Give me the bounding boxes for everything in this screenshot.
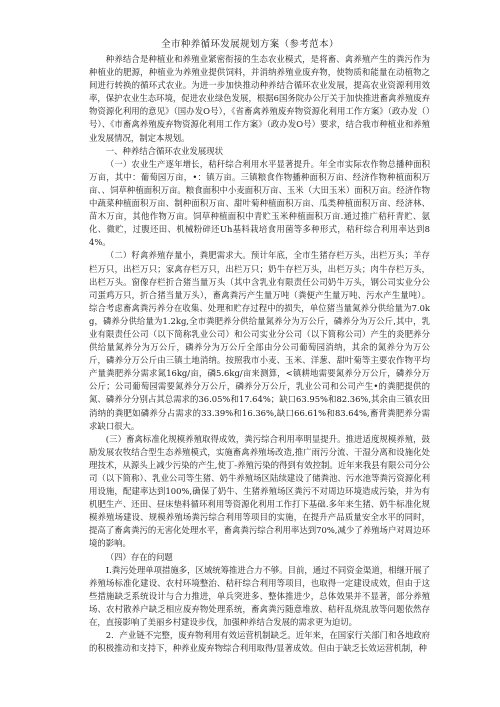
paragraph-livestock: （二）籽禽养殖存量小，粪肥需求大。预计年底，全市生猪存栏万头，出栏万头；羊存栏万只，出栏万只；家禽存栏万只，出栏万只；奶牛存栏万头，出栏万头；肉牛存栏万头，出栏万头。窗像存栏折合猪当量万头（其中含乳业有限责任公司奶牛万头，钢公司实业分公司蛋鸡万只，折合猪当量万头），畜禽粪污产生量万吨（粪便产生量万吨、污水产生量吨）。综合考虑畜禽粪污养分在收集、处理和贮存过程中的损失，单位猪当量氮养分供给量为7.0kg，磷养分供给量为1.2kg,全市粪肥养分供给量氮养分为万公斤，磷养分为万公斤,其中，乳业有限责任公司（以下简称乳业公司）和公司实业分公司（以下简称公司）产生的炎肥养分供给量氮养分为万公斤，磷养分为万公斤全部由分公司葡萄园消纳，其余的氮养分为万公斤，磷养分万公斤由三镇土地消纳。按照我市小麦、玉米、洋葱、甜叶菊等主要农作物平均产量粪肥养分需求氮16kg/亩，磷5.6kg/亩来测算，<镇耕地需要氮养分万公斤，磷养分万公斤；公司葡萄园需要氮养分万公斤，磷养分万公斤，乳业公司和公司产生•的粪肥提供的氮、磷养分分别占其总需求的36.05%和17.64%；缺口63.95%和82.36%,其余由三镇农田消纳的粪肥如磷养分占需求的33.39%和16.36%,缺口66.61%和83.64%,畜背粪肥养分需求缺口很大。 [89, 250, 430, 431]
paragraph-crop-production: （一）农业生产逐年增长，秸秆综合利用水平显著提升。年全市实际农作物总播种面积万亩，其中：葡萄园万亩，•：镇万亩。三镇粮食作物播种面积万亩、经济作物种植面积万亩、、饲草种植面积万亩。粮食面积中小麦面积万亩、玉米（大田玉米）面积万亩。经济作物中蔬菜种植面积万亩、制种面积万亩、甜叶菊种植面积万亩、瓜类种植面积万亩、经济林、苗木万亩，其他作物万亩。饲草种植面积中青贮玉米种植面积万亩.通过推广秸秆青贮、氨化、微贮，过腹还田、机械粉碎还Uh基料栽培食用菌等多种形式，秸秆综合利用率达到84%。 [89, 158, 430, 248]
document-body [89, 53, 430, 655]
paragraph-intro: 种养结合是种植业和养殖业紧密衔接的生态农业模式，是将畜、禽养殖产生的粪污作为种植业的肥源，种植业为养殖业提供饲料，并消纳养殖业废弃物，使物质和能量在动植物之间进行转换的循环式农业。为进一步加快推动种养结合循环农业发展，提高农业资源利用效率，保护农业生态环境，促进农业绿色发展，根据6国务院办公厅关于加快推进畜禽养殖废弃物资源化利用的意见》（国办发O号），《省畜禽养殖废弃物资源化利用工作方案》（政办发（）号）、《市畜禽养殖废弃物资源化利用工作方案》（政办发O号）要求，结合我市种植业和养殖业发展情况，制定本规划。 [89, 54, 430, 143]
paragraph-problem-1: I.粪污处理单项措施多，区域统筹推进合力不够。目前，通过不同资金渠道，相继开展了养殖场标准化建设、农村环境整治、秸秆综合利用等项目，也取得一定建设成效，但由于这些措施缺乏系统设计与合力推进，单兵突进多、整体推进少，总体效果并不显著，部分养殖场、农村散养户缺乏相应废弃物处理系统，畜禽粪污随意堆放、秸秆乱烧乱放等问题依然存在，直接影响了美丽乡村建设步伐，加强种养结合发展的需求更为迫切。 [89, 564, 431, 628]
document-title: 全市种养循环发展规划方案（参考范本） [161, 39, 339, 50]
paragraph-problem-2: 2．产业链不完整，废弃物利用有效运营机制缺乏。近年来，在国家行关部门和各地政府的积极推动和支持下，种养业废弃物综合利用取得/显著成效。但由于缺乏长效运营机制，种 [89, 630, 430, 654]
section-heading: 一、种养结合循环农业发展现状 [105, 145, 224, 156]
paragraph-standardized-farming: (三）畜禽标准化规模养殖取得成效，粪污综合利用率明显提升。推进适度规模养殖，鼓励发展农牧结合型生态养殖模式，实施畜禽养殖场改造,推广雨污分流、干湿分离和设施化处理技术，从源头上减少污染的产生,使丁-养殖污染的得到有效控制。近年来我县有限公司分公司（以下简称）、乳业公司等生猪、奶牛养殖场区陆续建设了储粪池、污水池等粪污资源化利用设施，配建率达到100%,确保了奶牛、生猪养殖场区粪污不对周边环境造成污染，并为有机肥生产、还田、昼床垫料循环利用等资源化利用工作打下基础.多年来生猪、奶牛标准化规模养殖场建设、规模养殖场粪污综合利用等项目的实施，在提升产品质量安全水平的同时，提高了畜禽粪污的无害化处理水平，畜禽粪污综合利用率达到70%,减少了养殖场户对周边环境的影响。 [89, 433, 430, 549]
subsection-heading-problems: （四）存在的问题 [105, 551, 173, 562]
